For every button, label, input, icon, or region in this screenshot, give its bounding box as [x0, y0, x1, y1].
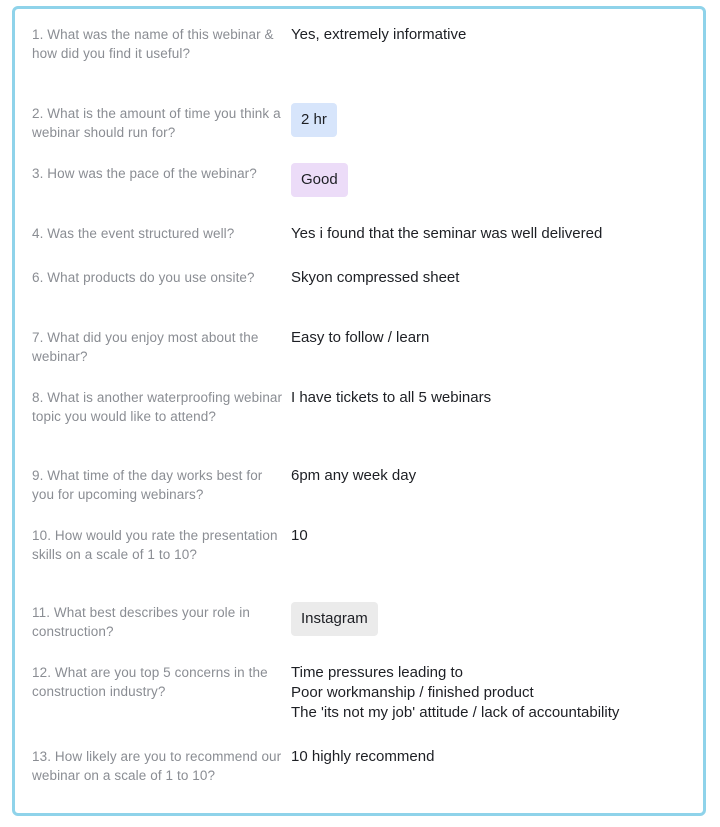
answer-text: Skyon compressed sheet	[291, 269, 460, 286]
question-text: 6. What products do you use onsite?	[32, 270, 255, 285]
answer-text: Yes, extremely informative	[291, 26, 467, 43]
answer-chip: 2 hr	[291, 103, 337, 137]
question-text: 4. Was the event structured well?	[32, 226, 235, 241]
survey-response-card	[12, 6, 706, 816]
question-text: 1. What was the name of this webinar & how did you find it useful?	[32, 27, 274, 61]
answer-text: 6pm any week day	[291, 467, 417, 484]
answer-text: Easy to follow / learn	[291, 329, 430, 346]
answer-line: Time pressures leading to	[291, 664, 464, 681]
answer-line: The 'its not my job' attitude / lack of accountability	[291, 704, 620, 721]
answer-text: 10	[291, 527, 308, 544]
question-text: 8. What is another waterproofing webinar topic you would like to attend?	[32, 390, 283, 424]
question-text: 2. What is the amount of time you think a webinar should run for?	[32, 106, 281, 140]
question-text: 9. What time of the day works best for you for upcoming webinars?	[32, 468, 263, 502]
question-text: 13. How likely are you to recommend our webinar on a scale of 1 to 10?	[32, 749, 282, 783]
answer-chip: Instagram	[291, 602, 378, 636]
answer-chip: Good	[291, 163, 348, 197]
answer-text: 10 highly recommend	[291, 748, 435, 765]
answer-line: Poor workmanship / finished product	[291, 684, 534, 701]
question-text: 11. What best describes your role in construction?	[32, 605, 250, 639]
question-text: 12. What are you top 5 concerns in the construction industry?	[32, 665, 268, 699]
question-text: 10. How would you rate the presentation skills on a scale of 1 to 10?	[32, 528, 278, 562]
question-text: 3. How was the pace of the webinar?	[32, 166, 257, 181]
question-text: 7. What did you enjoy most about the webinar?	[32, 330, 259, 364]
answer-lines	[291, 663, 691, 723]
answer-text: Yes i found that the seminar was well delivered	[291, 225, 603, 242]
answer-text: I have tickets to all 5 webinars	[291, 389, 492, 406]
